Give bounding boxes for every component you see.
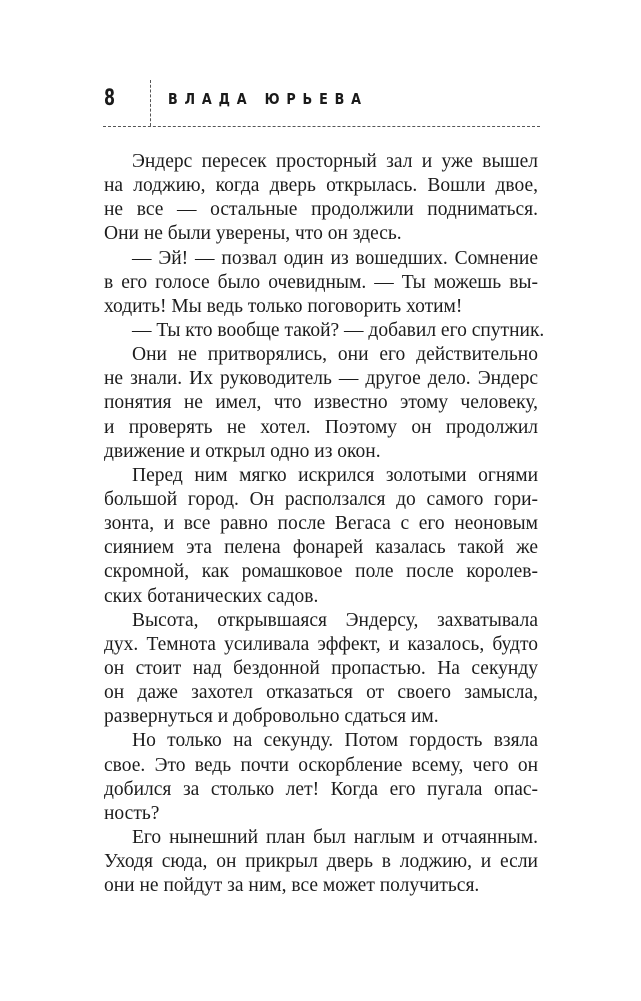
text-line: он стоит над бездонной пропастью. На секунду: [104, 657, 538, 679]
text-line: движение и открыл одно из окон.: [104, 440, 381, 462]
text-line: Но только на секунду. Потом гордость взяла: [132, 730, 538, 752]
text-line: зонта, и все равно после Вегаса с его неоновым: [104, 513, 538, 535]
text-line: скромной, как ромашковое поле после королев-: [104, 561, 538, 583]
text-line: сиянием эта пелена фонарей казалась такой же: [104, 537, 538, 559]
text-line: большой город. Он расползался до самого гори-: [104, 488, 538, 510]
text-line: он даже захотел отказаться от своего замысла,: [104, 682, 538, 704]
text-line: и проверять не хотел. Поэтому он продолжил: [104, 416, 538, 438]
text-line: Они не были уверены, что он здесь.: [104, 223, 402, 245]
body-text: [104, 150, 545, 898]
text-line: на лоджию, когда дверь открылась. Вошли двое,: [104, 175, 538, 197]
header-divider-horizontal: [103, 126, 540, 127]
header-divider-vertical: [150, 80, 151, 126]
text-line: дух. Темнота усиливала эффект, и казалось, будто: [104, 633, 538, 655]
text-line: Эндерс пересек просторный зал и уже вышел: [132, 151, 538, 172]
page-number: 8: [104, 86, 116, 111]
text-line: — Ты кто вообще такой? — добавил его спутник.: [132, 319, 545, 341]
text-line: Высота, открывшаяся Эндерсу, захватывала: [132, 609, 538, 631]
text-line: Уходя сюда, он прикрыл дверь в лоджию, и если: [104, 851, 538, 873]
text-line: не все — остальные продолжили подниматься.: [104, 199, 538, 221]
text-line: — Эй! — позвал один из вошедших. Сомнение: [132, 247, 538, 269]
text-line: ских ботанических садов.: [104, 585, 319, 607]
text-line: ность?: [104, 802, 160, 824]
running-head-author: ВЛАДА ЮРЬЕВА: [168, 90, 368, 108]
text-line: свое. Это ведь почти оскорбление всему, чего он: [104, 754, 538, 776]
text-line: Его нынешний план был наглым и отчаянным.: [132, 826, 538, 848]
text-line: понятия не имел, что известно этому человеку,: [104, 392, 538, 414]
text-line: не знали. Их руководитель — другое дело. Эндерс: [104, 368, 538, 390]
text-line: они не пойдут за ним, все может получиться.: [104, 875, 480, 897]
text-line: ходить! Мы ведь только поговорить хотим!: [104, 295, 463, 317]
text-line: Они не притворялись, они его действительно: [132, 344, 538, 366]
text-line: Перед ним мягко искрился золотыми огнями: [132, 464, 538, 486]
text-line: добился за столько лет! Когда его пугала опас-: [104, 778, 538, 800]
text-line: в его голосе было очевидным. — Ты можешь вы-: [104, 271, 538, 293]
text-line: развернуться и добровольно сдаться им.: [104, 706, 439, 728]
